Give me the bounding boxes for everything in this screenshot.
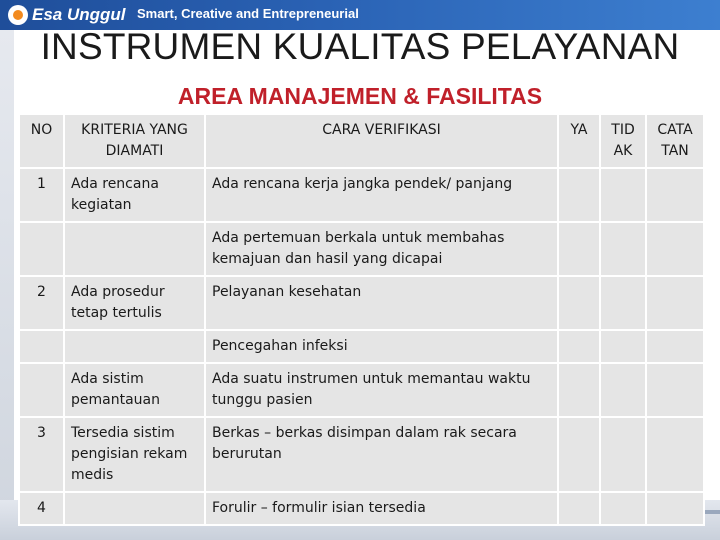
table-row (19, 168, 704, 222)
cell-no (19, 330, 64, 363)
quality-table (18, 113, 705, 526)
cell-no: 4 (19, 492, 64, 525)
page-subtitle: AREA MANAJEMEN & FASILITAS (177, 83, 543, 109)
cell-kriteria: Tersedia sistim pengisian rekam medis (64, 417, 205, 492)
cell-catatan[interactable] (646, 330, 704, 363)
header-ya: YA (558, 114, 600, 168)
university-logo (8, 4, 126, 26)
cell-verifikasi: Ada suatu instrumen untuk memantau waktu tunggu pasien (205, 363, 558, 417)
table-row (19, 492, 704, 525)
cell-verifikasi: Pelayanan kesehatan (205, 276, 558, 330)
cell-catatan[interactable] (646, 168, 704, 222)
cell-tidak[interactable] (600, 417, 646, 492)
cell-catatan[interactable] (646, 363, 704, 417)
cell-kriteria: Ada rencana kegiatan (64, 168, 205, 222)
header-verifikasi: CARA VERIFIKASI (205, 114, 558, 168)
cell-kriteria (64, 222, 205, 276)
cell-tidak[interactable] (600, 363, 646, 417)
cell-verifikasi: Ada pertemuan berkala untuk membahas kemajuan dan hasil yang dicapai (205, 222, 558, 276)
table-row (19, 417, 704, 492)
header-tidak: TID AK (600, 114, 646, 168)
cell-tidak[interactable] (600, 222, 646, 276)
logo-text: Esa Unggul (32, 5, 126, 24)
table-row (19, 330, 704, 363)
cell-tidak[interactable] (600, 330, 646, 363)
cell-ya[interactable] (558, 363, 600, 417)
cell-catatan[interactable] (646, 492, 704, 525)
tagline: Smart, Creative and Entrepreneurial (137, 6, 359, 21)
header-catatan: CATA TAN (646, 114, 704, 168)
cell-no: 1 (19, 168, 64, 222)
table-row (19, 363, 704, 417)
cell-ya[interactable] (558, 417, 600, 492)
table-row (19, 222, 704, 276)
cell-kriteria (64, 492, 205, 525)
cell-ya[interactable] (558, 492, 600, 525)
cell-no: 3 (19, 417, 64, 492)
cell-kriteria: Ada sistim pemantauan (64, 363, 205, 417)
header-kriteria: KRITERIA YANG DIAMATI (64, 114, 205, 168)
cell-verifikasi: Ada rencana kerja jangka pendek/ panjang (205, 168, 558, 222)
cell-no (19, 363, 64, 417)
header-no: NO (19, 114, 64, 168)
table-row (19, 276, 704, 330)
cell-ya[interactable] (558, 276, 600, 330)
header-row (19, 114, 704, 168)
cell-tidak[interactable] (600, 276, 646, 330)
cell-ya[interactable] (558, 222, 600, 276)
cell-catatan[interactable] (646, 417, 704, 492)
cell-ya[interactable] (558, 168, 600, 222)
cell-kriteria (64, 330, 205, 363)
cell-catatan[interactable] (646, 222, 704, 276)
cell-no (19, 222, 64, 276)
cell-catatan[interactable] (646, 276, 704, 330)
cell-verifikasi: Forulir – formulir isian tersedia (205, 492, 558, 525)
cell-no: 2 (19, 276, 64, 330)
logo-icon (8, 5, 28, 25)
cell-kriteria: Ada prosedur tetap tertulis (64, 276, 205, 330)
cell-ya[interactable] (558, 330, 600, 363)
cell-verifikasi: Pencegahan infeksi (205, 330, 558, 363)
page-title: INSTRUMEN KUALITAS PELAYANAN (40, 26, 680, 67)
cell-verifikasi: Berkas – berkas disimpan dalam rak secara berurutan (205, 417, 558, 492)
cell-tidak[interactable] (600, 492, 646, 525)
cell-tidak[interactable] (600, 168, 646, 222)
